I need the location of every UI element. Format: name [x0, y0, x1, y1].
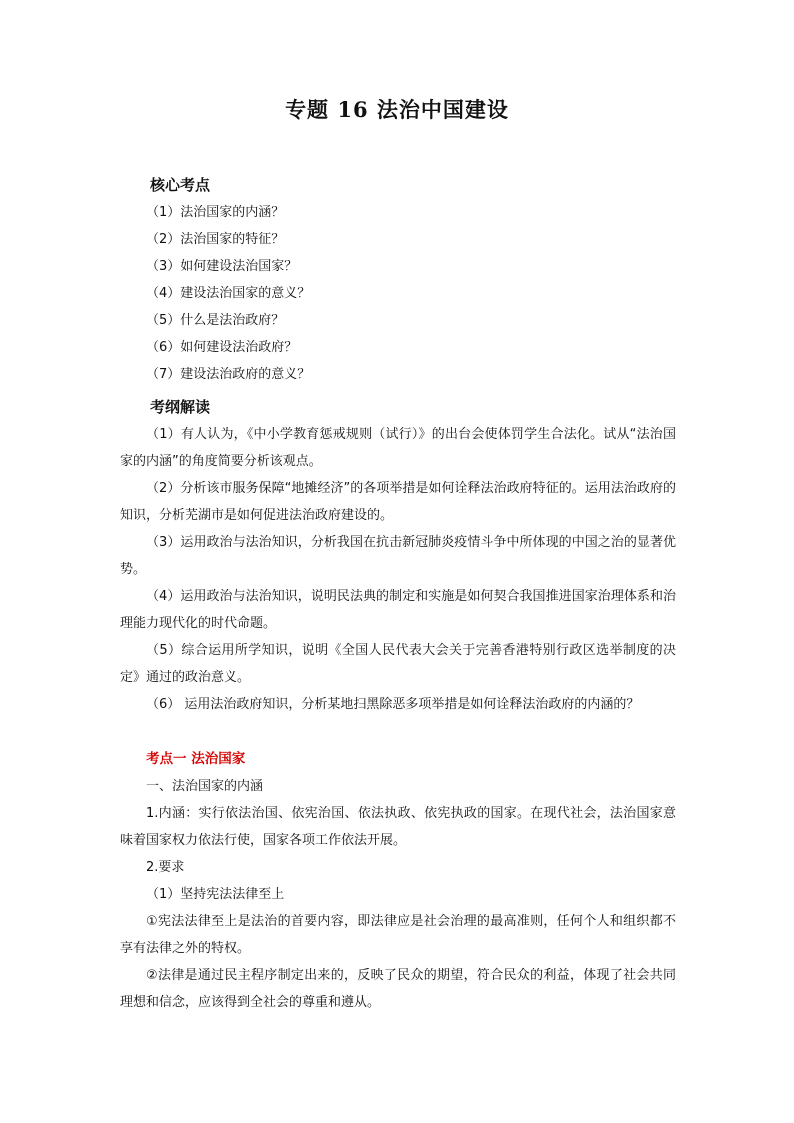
outline-section [120, 394, 676, 718]
page-title: 专题 16 法治中国建设 [285, 97, 509, 122]
outline-paragraph: （5）综合运用所学知识，说明《全国人民代表大会关于完善香港特别行政区选举制度的决定》通过的政治意义。 [120, 643, 676, 685]
core-item: （3）如何建设法治国家？ [146, 259, 298, 274]
section-heading: 考点一 法治国家 [146, 751, 246, 767]
outline-paragraph: （6） 运用法治政府知识，分析某地扫黑除恶多项举措是如何诠释法治政府的内涵的？ [146, 697, 640, 712]
core-heading: 核心考点 [150, 176, 211, 194]
outline-paragraph: （4）运用政治与法治知识，说明民法典的制定和实施是如何契合我国推进国家治理体系和治理能力现代化的时代命题。 [120, 589, 676, 631]
core-item: （4）建设法治国家的意义？ [146, 286, 311, 301]
paragraph: （1）坚持宪法法律至上 [146, 887, 285, 902]
core-item: （1）法治国家的内涵？ [146, 205, 285, 220]
core-section [120, 172, 676, 388]
section-one [120, 746, 676, 1016]
paragraph: 2.要求 [146, 860, 185, 875]
paragraph: ②法律是通过民主程序制定出来的，反映了民众的期望，符合民众的利益，体现了社会共同理想和信念，应该得到全社会的尊重和遵从。 [120, 968, 676, 1010]
subheading: 一、法治国家的内涵 [146, 779, 264, 794]
core-item: （2）法治国家的特征？ [146, 232, 285, 247]
outline-paragraph: （1）有人认为，《中小学教育惩戒规则（试行）》的出台会使体罚学生合法化。试从“法治国家的内涵”的角度简要分析该观点。 [120, 427, 676, 469]
core-item: （6）如何建设法治政府？ [146, 340, 298, 355]
core-item: （5）什么是法治政府？ [146, 313, 285, 328]
outline-paragraph: （3）运用政治与法治知识，分析我国在抗击新冠肺炎疫情斗争中所体现的中国之治的显著优势。 [120, 535, 676, 577]
outline-paragraph: （2）分析该市服务保障“地摊经济”的各项举措是如何诠释法治政府特征的。运用法治政府的知识，分析芜湖市是如何促进法治政府建设的。 [120, 481, 676, 523]
paragraph: 1.内涵：实行依法治国、依宪治国、依法执政、依宪执政的国家。在现代社会，法治国家意味着国家权力依法行使，国家各项工作依法开展。 [120, 806, 676, 848]
paragraph: ①宪法法律至上是法治的首要内容，即法律应是社会治理的最高准则，任何个人和组织都不享有法律之外的特权。 [120, 914, 676, 956]
outline-heading: 考纲解读 [150, 398, 211, 416]
core-item: （7）建设法治政府的意义？ [146, 367, 311, 382]
